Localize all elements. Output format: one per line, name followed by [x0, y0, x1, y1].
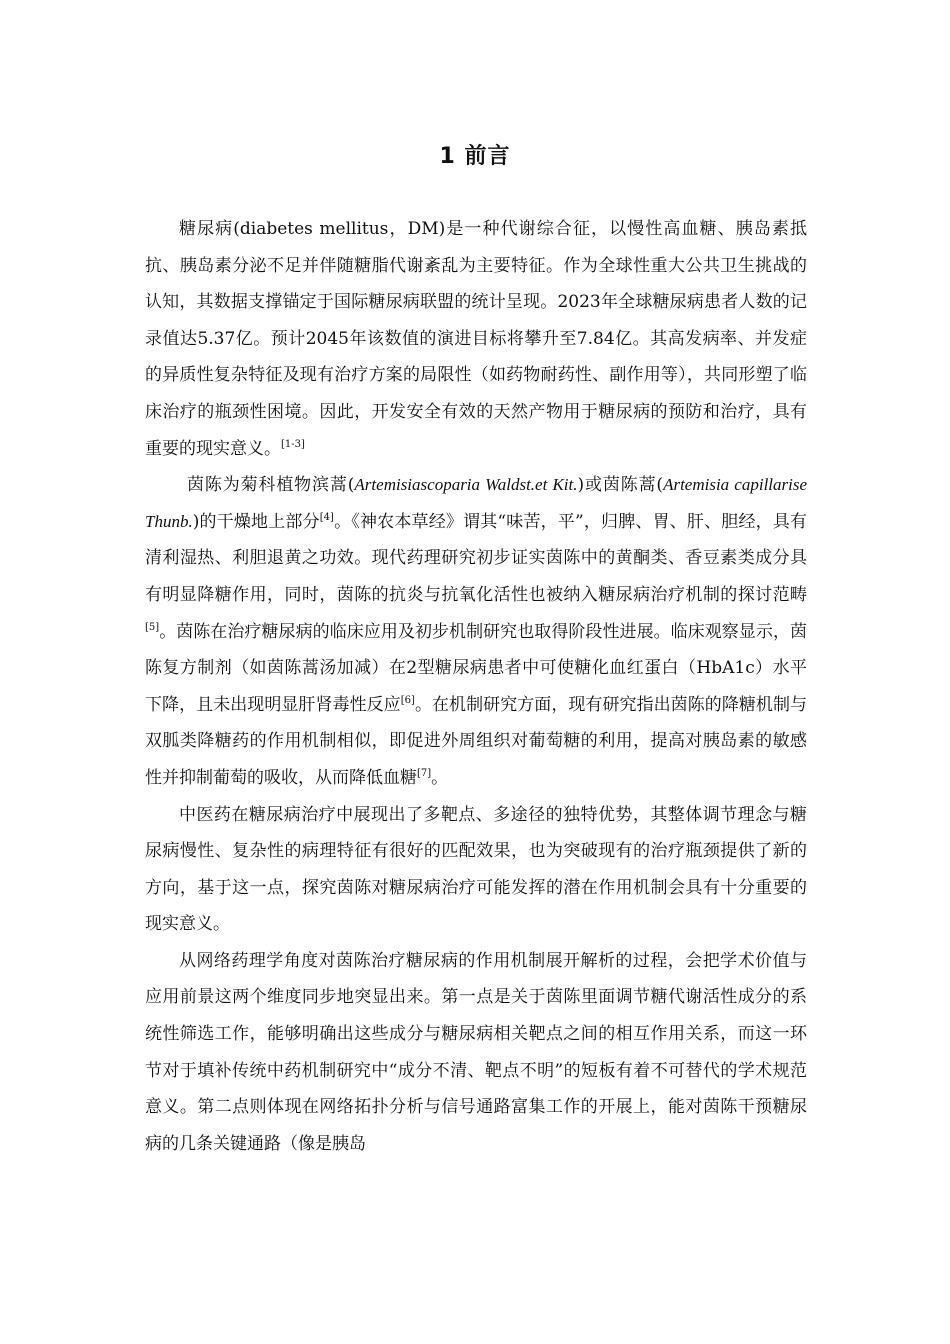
paragraph-diabetes-overview — [145, 211, 807, 467]
citation-ref: [5] — [145, 621, 160, 633]
citation-ref: [7] — [417, 767, 432, 779]
citation-ref: [4] — [319, 511, 334, 523]
paragraph-text: 糖尿病(diabetes mellitus，DM)是一种代谢综合征，以慢性高血糖、胰岛素抵抗、胰岛素分泌不足并伴随糖脂代谢紊乱为主要特征。作为全球性重大公共卫生挑战的认知，其数据支撑锚定于国际糖尿病联盟的统计呈现。2023年全球糖尿病患者人数的记录值达5.37亿。预计2045年该数值的演进目标将攀升至7.84亿。其高发病率、并发症的异质性复杂特征及现有治疗方案的局限性（如药物耐药性、副作用等），共同形塑了临床治疗的瓶颈性困境。因此，开发安全有效的天然产物用于糖尿病的预防和治疗，具有重要的现实意义。 — [145, 219, 807, 459]
section-heading: 1 前言 — [439, 143, 511, 169]
body-text — [145, 211, 807, 1162]
paragraph-text: 。在机制研究方面，现有研究指出茵陈的降糖机制与双胍类降糖药的作用机制相似，即促进外周组织对葡萄糖的利用，提高对胰岛素的敏感性并抑制葡萄的吸收，从而降低血糖 — [145, 694, 808, 788]
scientific-name: Artemisia capillarise Thunb. — [145, 475, 808, 531]
paragraph-text: 茵陈为菊科植物滨蒿( — [187, 475, 355, 496]
citation-ref: [1-3] — [281, 438, 305, 450]
paragraph-yinchen-background — [145, 467, 807, 796]
scientific-name: Artemisiascoparia Waldst.et Kit. — [354, 475, 578, 495]
paragraph-text: 。茵陈在治疗糖尿病的临床应用及初步机制研究也取得阶段性进展。临床观察显示，茵陈复方制剂（如茵陈蒿汤加减）在2型糖尿病患者中可使糖化血红蛋白（HbA1c）水平下降，且未出现明显肝肾毒性反应 — [145, 621, 807, 715]
paragraph-text: 。《神农本草经》谓其“味苦，平”，归脾、胃、肝、胆经，具有清利湿热、利胆退黄之功效。现代药理研究初步证实茵陈中的黄酮类、香豆素类成分具有明显降糖作用，同时，茵陈的抗炎与抗氧化活性也被纳入糖尿病治疗机制的探讨范畴 — [145, 511, 807, 605]
paragraph-tcm-advantages: 中医药在糖尿病治疗中展现出了多靶点、多途径的独特优势，其整体调节理念与糖尿病慢性、复杂性的病理特征有很好的匹配效果，也为突破现有的治疗瓶颈提供了新的方向，基于这一点，探究茵陈对糖尿病治疗可能发挥的潜在作用机制会具有十分重要的现实意义。 — [145, 804, 807, 935]
paragraph-text: )的干燥地上部分 — [192, 511, 320, 532]
citation-ref: [6] — [400, 694, 415, 706]
paragraph-network-pharmacology: 从网络药理学角度对茵陈治疗糖尿病的作用机制展开解析的过程，会把学术价值与应用前景这两个维度同步地突显出来。第一点是关于茵陈里面调节糖代谢活性成分的系统性筛选工作，能够明确出这些成分与糖尿病相关靶点之间的相互作用关系，而这一环节对于填补传统中药机制研究中“成分不清、靶点不明”的短板有着不可替代的学术规范意义。第二点则体现在网络拓扑分析与信号通路富集工作的开展上，能对茵陈干预糖尿病的几条关键通路（像是胰岛 — [145, 950, 807, 1154]
paragraph-text: 。 — [431, 767, 449, 788]
paragraph-text: )或茵陈蒿( — [577, 475, 664, 496]
